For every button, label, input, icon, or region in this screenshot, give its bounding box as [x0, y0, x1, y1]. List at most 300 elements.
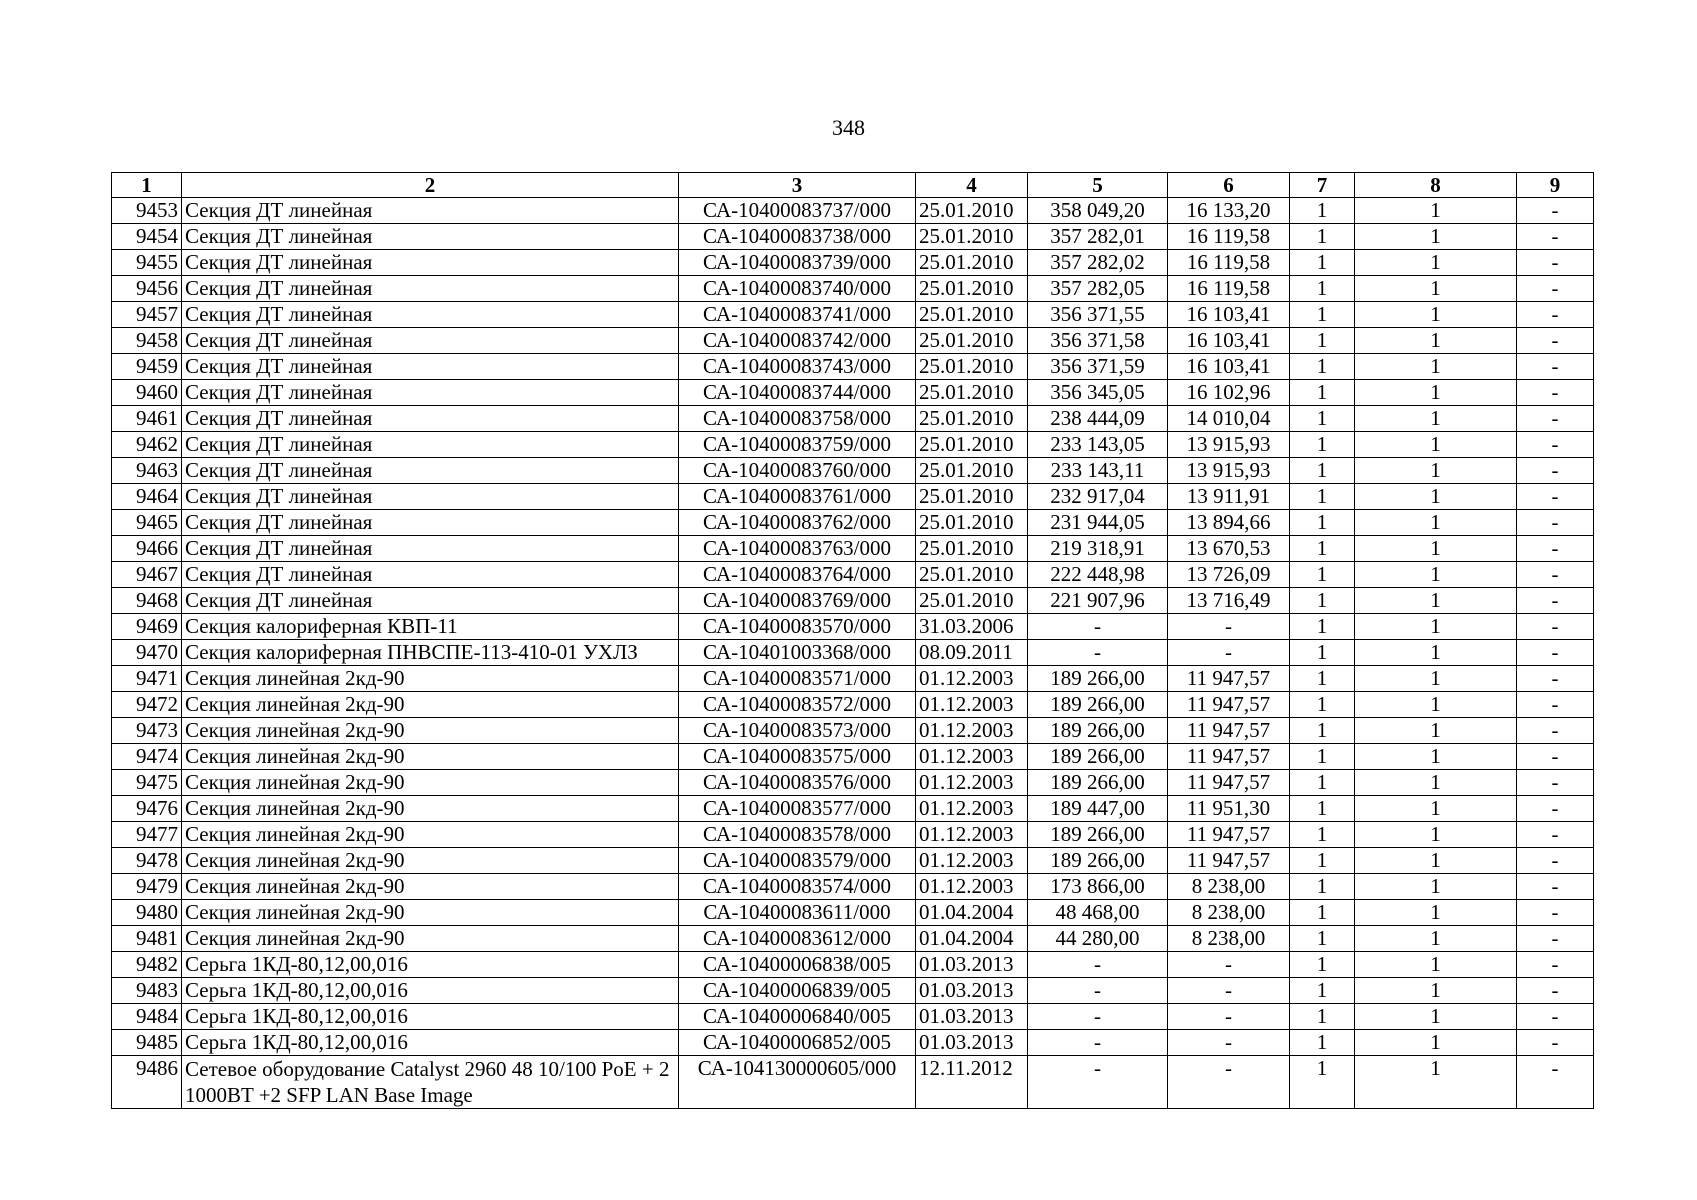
amortization-cell: 11 947,57	[1168, 666, 1290, 692]
asset-name-cell: Секция ДТ линейная	[182, 562, 679, 588]
amortization-cell: -	[1168, 978, 1290, 1004]
row-number-cell: 9457	[112, 302, 182, 328]
inventory-code-cell: СА-10400083577/000	[679, 796, 916, 822]
note-cell: -	[1517, 432, 1594, 458]
asset-name-cell: Секция ДТ линейная	[182, 328, 679, 354]
inventory-code-cell: СА-10400083762/000	[679, 510, 916, 536]
asset-name-cell: Секция линейная 2кд-90	[182, 796, 679, 822]
asset-name-cell: Секция ДТ линейная	[182, 588, 679, 614]
cost-cell: 189 447,00	[1028, 796, 1168, 822]
quantity-cell: 1	[1355, 978, 1517, 1004]
date-cell: 25.01.2010	[916, 380, 1028, 406]
quantity-cell: 1	[1290, 406, 1355, 432]
quantity-cell: 1	[1355, 926, 1517, 952]
inventory-code-cell: СА-10400083742/000	[679, 328, 916, 354]
inventory-code-cell: СА-10400083758/000	[679, 406, 916, 432]
cost-cell: 222 448,98	[1028, 562, 1168, 588]
inventory-code-cell: СА-10400083764/000	[679, 562, 916, 588]
date-cell: 01.03.2013	[916, 952, 1028, 978]
table-row	[112, 770, 1594, 796]
column-header: 9	[1517, 173, 1594, 198]
row-number-cell: 9467	[112, 562, 182, 588]
quantity-cell: 1	[1355, 614, 1517, 640]
table-row	[112, 380, 1594, 406]
table-row	[112, 900, 1594, 926]
asset-name-cell: Серьга 1КД-80,12,00,016	[182, 978, 679, 1004]
table-row	[112, 302, 1594, 328]
amortization-cell: 16 133,20	[1168, 198, 1290, 224]
date-cell: 01.12.2003	[916, 822, 1028, 848]
note-cell: -	[1517, 1030, 1594, 1056]
quantity-cell: 1	[1290, 1056, 1355, 1109]
row-number-cell: 9480	[112, 900, 182, 926]
asset-name-cell: Секция линейная 2кд-90	[182, 900, 679, 926]
amortization-cell: 16 103,41	[1168, 302, 1290, 328]
asset-name-cell: Секция линейная 2кд-90	[182, 926, 679, 952]
quantity-cell: 1	[1290, 952, 1355, 978]
table-row	[112, 588, 1594, 614]
date-cell: 12.11.2012	[916, 1056, 1028, 1109]
cost-cell: 221 907,96	[1028, 588, 1168, 614]
table-row	[112, 536, 1594, 562]
quantity-cell: 1	[1355, 848, 1517, 874]
inventory-code-cell: СА-10400083737/000	[679, 198, 916, 224]
inventory-code-cell: СА-10400083572/000	[679, 692, 916, 718]
date-cell: 01.12.2003	[916, 744, 1028, 770]
row-number-cell: 9483	[112, 978, 182, 1004]
table-row	[112, 198, 1594, 224]
amortization-cell: -	[1168, 614, 1290, 640]
row-number-cell: 9469	[112, 614, 182, 640]
asset-name-cell: Секция калориферная ПНВСПЕ-113-410-01 УХЛЗ	[182, 640, 679, 666]
amortization-cell: 16 103,41	[1168, 328, 1290, 354]
quantity-cell: 1	[1290, 250, 1355, 276]
row-number-cell: 9472	[112, 692, 182, 718]
column-header: 2	[182, 173, 679, 198]
table-row	[112, 354, 1594, 380]
date-cell: 01.12.2003	[916, 692, 1028, 718]
cost-cell: 357 282,02	[1028, 250, 1168, 276]
cost-cell: -	[1028, 978, 1168, 1004]
amortization-cell: 13 915,93	[1168, 458, 1290, 484]
quantity-cell: 1	[1290, 302, 1355, 328]
inventory-code-cell: СА-10400083769/000	[679, 588, 916, 614]
quantity-cell: 1	[1355, 822, 1517, 848]
quantity-cell: 1	[1355, 250, 1517, 276]
cost-cell: 219 318,91	[1028, 536, 1168, 562]
asset-name-cell: Секция линейная 2кд-90	[182, 848, 679, 874]
date-cell: 25.01.2010	[916, 562, 1028, 588]
asset-name-cell: Секция линейная 2кд-90	[182, 692, 679, 718]
amortization-cell: 11 947,57	[1168, 718, 1290, 744]
quantity-cell: 1	[1355, 380, 1517, 406]
row-number-cell: 9462	[112, 432, 182, 458]
table-row	[112, 666, 1594, 692]
note-cell: -	[1517, 354, 1594, 380]
date-cell: 25.01.2010	[916, 276, 1028, 302]
quantity-cell: 1	[1290, 1030, 1355, 1056]
asset-name-cell: Секция ДТ линейная	[182, 302, 679, 328]
row-number-cell: 9463	[112, 458, 182, 484]
quantity-cell: 1	[1290, 848, 1355, 874]
cost-cell: 173 866,00	[1028, 874, 1168, 900]
cost-cell: 189 266,00	[1028, 770, 1168, 796]
row-number-cell: 9473	[112, 718, 182, 744]
date-cell: 01.12.2003	[916, 796, 1028, 822]
table-row	[112, 640, 1594, 666]
row-number-cell: 9471	[112, 666, 182, 692]
inventory-code-cell: СА-104130000605/000	[679, 1056, 916, 1109]
table-row	[112, 848, 1594, 874]
date-cell: 31.03.2006	[916, 614, 1028, 640]
quantity-cell: 1	[1355, 1004, 1517, 1030]
date-cell: 01.12.2003	[916, 770, 1028, 796]
date-cell: 25.01.2010	[916, 484, 1028, 510]
quantity-cell: 1	[1290, 224, 1355, 250]
cost-cell: -	[1028, 1004, 1168, 1030]
cost-cell: 232 917,04	[1028, 484, 1168, 510]
quantity-cell: 1	[1290, 562, 1355, 588]
amortization-cell: 11 947,57	[1168, 692, 1290, 718]
cost-cell: -	[1028, 614, 1168, 640]
row-number-cell: 9476	[112, 796, 182, 822]
amortization-cell: 16 103,41	[1168, 354, 1290, 380]
table-row	[112, 250, 1594, 276]
inventory-code-cell: СА-10400083573/000	[679, 718, 916, 744]
amortization-cell: 13 915,93	[1168, 432, 1290, 458]
quantity-cell: 1	[1290, 640, 1355, 666]
table-row	[112, 562, 1594, 588]
row-number-cell: 9485	[112, 1030, 182, 1056]
quantity-cell: 1	[1290, 354, 1355, 380]
row-number-cell: 9486	[112, 1056, 182, 1109]
quantity-cell: 1	[1290, 380, 1355, 406]
cost-cell: -	[1028, 952, 1168, 978]
row-number-cell: 9474	[112, 744, 182, 770]
cost-cell: 358 049,20	[1028, 198, 1168, 224]
column-header: 8	[1355, 173, 1517, 198]
cost-cell: 357 282,05	[1028, 276, 1168, 302]
date-cell: 01.12.2003	[916, 874, 1028, 900]
asset-name-cell: Секция калориферная КВП-11	[182, 614, 679, 640]
amortization-cell: -	[1168, 640, 1290, 666]
date-cell: 25.01.2010	[916, 432, 1028, 458]
row-number-cell: 9460	[112, 380, 182, 406]
column-header: 6	[1168, 173, 1290, 198]
inventory-code-cell: СА-10400083571/000	[679, 666, 916, 692]
column-header: 4	[916, 173, 1028, 198]
amortization-cell: 13 716,49	[1168, 588, 1290, 614]
cost-cell: 189 266,00	[1028, 822, 1168, 848]
date-cell: 25.01.2010	[916, 406, 1028, 432]
cost-cell: 356 345,05	[1028, 380, 1168, 406]
asset-name-cell: Секция ДТ линейная	[182, 354, 679, 380]
asset-name-cell: Серьга 1КД-80,12,00,016	[182, 1004, 679, 1030]
quantity-cell: 1	[1355, 900, 1517, 926]
quantity-cell: 1	[1290, 536, 1355, 562]
table-row	[112, 276, 1594, 302]
table-row	[112, 484, 1594, 510]
inventory-code-cell: СА-10400083743/000	[679, 354, 916, 380]
cost-cell: 356 371,59	[1028, 354, 1168, 380]
quantity-cell: 1	[1290, 744, 1355, 770]
table-row	[112, 406, 1594, 432]
asset-name-cell: Секция ДТ линейная	[182, 406, 679, 432]
quantity-cell: 1	[1355, 562, 1517, 588]
cost-cell: 357 282,01	[1028, 224, 1168, 250]
quantity-cell: 1	[1355, 952, 1517, 978]
amortization-cell: -	[1168, 1004, 1290, 1030]
inventory-code-cell: СА-10400083579/000	[679, 848, 916, 874]
quantity-cell: 1	[1355, 510, 1517, 536]
cost-cell: 233 143,11	[1028, 458, 1168, 484]
quantity-cell: 1	[1290, 796, 1355, 822]
cost-cell: 356 371,55	[1028, 302, 1168, 328]
note-cell: -	[1517, 302, 1594, 328]
row-number-cell: 9475	[112, 770, 182, 796]
quantity-cell: 1	[1355, 1056, 1517, 1109]
quantity-cell: 1	[1290, 900, 1355, 926]
table-row	[112, 822, 1594, 848]
cost-cell: 189 266,00	[1028, 692, 1168, 718]
cost-cell: 189 266,00	[1028, 848, 1168, 874]
asset-name-cell: Секция линейная 2кд-90	[182, 822, 679, 848]
date-cell: 25.01.2010	[916, 198, 1028, 224]
cost-cell: 44 280,00	[1028, 926, 1168, 952]
quantity-cell: 1	[1355, 458, 1517, 484]
quantity-cell: 1	[1290, 822, 1355, 848]
row-number-cell: 9455	[112, 250, 182, 276]
inventory-code-cell: СА-10400006852/005	[679, 1030, 916, 1056]
quantity-cell: 1	[1290, 276, 1355, 302]
cost-cell: 189 266,00	[1028, 744, 1168, 770]
note-cell: -	[1517, 614, 1594, 640]
date-cell: 25.01.2010	[916, 354, 1028, 380]
note-cell: -	[1517, 796, 1594, 822]
quantity-cell: 1	[1355, 588, 1517, 614]
cost-cell: 231 944,05	[1028, 510, 1168, 536]
asset-register-table	[111, 172, 1594, 1109]
row-number-cell: 9461	[112, 406, 182, 432]
row-number-cell: 9465	[112, 510, 182, 536]
amortization-cell: 11 947,57	[1168, 744, 1290, 770]
quantity-cell: 1	[1355, 484, 1517, 510]
quantity-cell: 1	[1290, 1004, 1355, 1030]
date-cell: 25.01.2010	[916, 458, 1028, 484]
table-body	[112, 198, 1594, 1109]
quantity-cell: 1	[1290, 484, 1355, 510]
inventory-code-cell: СА-10400083612/000	[679, 926, 916, 952]
amortization-cell: 11 951,30	[1168, 796, 1290, 822]
asset-name-cell: Секция линейная 2кд-90	[182, 770, 679, 796]
note-cell: -	[1517, 562, 1594, 588]
quantity-cell: 1	[1355, 198, 1517, 224]
quantity-cell: 1	[1290, 666, 1355, 692]
amortization-cell: 16 102,96	[1168, 380, 1290, 406]
amortization-cell: 11 947,57	[1168, 822, 1290, 848]
table-row	[112, 1030, 1594, 1056]
quantity-cell: 1	[1290, 198, 1355, 224]
note-cell: -	[1517, 666, 1594, 692]
amortization-cell: -	[1168, 952, 1290, 978]
date-cell: 01.03.2013	[916, 1004, 1028, 1030]
asset-name-cell: Секция ДТ линейная	[182, 458, 679, 484]
inventory-code-cell: СА-10400006840/005	[679, 1004, 916, 1030]
table-row	[112, 614, 1594, 640]
note-cell: -	[1517, 692, 1594, 718]
quantity-cell: 1	[1290, 328, 1355, 354]
date-cell: 25.01.2010	[916, 510, 1028, 536]
note-cell: -	[1517, 770, 1594, 796]
date-cell: 01.03.2013	[916, 1030, 1028, 1056]
amortization-cell: 13 911,91	[1168, 484, 1290, 510]
inventory-code-cell: СА-10400006838/005	[679, 952, 916, 978]
note-cell: -	[1517, 458, 1594, 484]
table-row	[112, 926, 1594, 952]
inventory-code-cell: СА-10400083763/000	[679, 536, 916, 562]
amortization-cell: 8 238,00	[1168, 926, 1290, 952]
table-row	[112, 1056, 1594, 1109]
amortization-cell: 16 119,58	[1168, 250, 1290, 276]
quantity-cell: 1	[1355, 666, 1517, 692]
quantity-cell: 1	[1290, 926, 1355, 952]
date-cell: 01.12.2003	[916, 848, 1028, 874]
asset-name-cell: Секция ДТ линейная	[182, 198, 679, 224]
quantity-cell: 1	[1355, 432, 1517, 458]
note-cell: -	[1517, 718, 1594, 744]
quantity-cell: 1	[1355, 224, 1517, 250]
note-cell: -	[1517, 822, 1594, 848]
quantity-cell: 1	[1355, 406, 1517, 432]
inventory-code-cell: СА-10400083738/000	[679, 224, 916, 250]
quantity-cell: 1	[1290, 510, 1355, 536]
note-cell: -	[1517, 484, 1594, 510]
row-number-cell: 9468	[112, 588, 182, 614]
amortization-cell: 11 947,57	[1168, 848, 1290, 874]
quantity-cell: 1	[1355, 276, 1517, 302]
asset-name-cell: Секция линейная 2кд-90	[182, 718, 679, 744]
table-row	[112, 978, 1594, 1004]
note-cell: -	[1517, 250, 1594, 276]
quantity-cell: 1	[1355, 1030, 1517, 1056]
inventory-code-cell: СА-10400083740/000	[679, 276, 916, 302]
quantity-cell: 1	[1355, 796, 1517, 822]
table-row	[112, 224, 1594, 250]
quantity-cell: 1	[1290, 588, 1355, 614]
quantity-cell: 1	[1355, 874, 1517, 900]
asset-name-cell: Секция ДТ линейная	[182, 276, 679, 302]
amortization-cell: 8 238,00	[1168, 874, 1290, 900]
row-number-cell: 9477	[112, 822, 182, 848]
date-cell: 08.09.2011	[916, 640, 1028, 666]
date-cell: 25.01.2010	[916, 224, 1028, 250]
quantity-cell: 1	[1290, 692, 1355, 718]
table-row	[112, 510, 1594, 536]
date-cell: 01.03.2013	[916, 978, 1028, 1004]
table-row	[112, 718, 1594, 744]
page-number: 348	[832, 115, 865, 140]
quantity-cell: 1	[1290, 978, 1355, 1004]
row-number-cell: 9481	[112, 926, 182, 952]
note-cell: -	[1517, 406, 1594, 432]
note-cell: -	[1517, 588, 1594, 614]
quantity-cell: 1	[1355, 718, 1517, 744]
row-number-cell: 9484	[112, 1004, 182, 1030]
quantity-cell: 1	[1290, 874, 1355, 900]
asset-name-cell: Секция ДТ линейная	[182, 432, 679, 458]
quantity-cell: 1	[1355, 640, 1517, 666]
cost-cell: -	[1028, 1030, 1168, 1056]
table-row	[112, 796, 1594, 822]
inventory-code-cell: СА-10400083575/000	[679, 744, 916, 770]
row-number-cell: 9456	[112, 276, 182, 302]
row-number-cell: 9459	[112, 354, 182, 380]
quantity-cell: 1	[1290, 458, 1355, 484]
amortization-cell: 13 894,66	[1168, 510, 1290, 536]
note-cell: -	[1517, 952, 1594, 978]
amortization-cell: 16 119,58	[1168, 276, 1290, 302]
date-cell: 01.12.2003	[916, 666, 1028, 692]
quantity-cell: 1	[1355, 328, 1517, 354]
quantity-cell: 1	[1355, 302, 1517, 328]
cost-cell: 356 371,58	[1028, 328, 1168, 354]
date-cell: 01.04.2004	[916, 926, 1028, 952]
inventory-code-cell: СА-10400006839/005	[679, 978, 916, 1004]
inventory-code-cell: СА-10400083739/000	[679, 250, 916, 276]
column-header: 1	[112, 173, 182, 198]
note-cell: -	[1517, 744, 1594, 770]
asset-name-cell: Секция ДТ линейная	[182, 380, 679, 406]
quantity-cell: 1	[1355, 770, 1517, 796]
inventory-code-cell: СА-10400083741/000	[679, 302, 916, 328]
table-row	[112, 952, 1594, 978]
note-cell: -	[1517, 1056, 1594, 1109]
note-cell: -	[1517, 328, 1594, 354]
asset-name-cell: Секция ДТ линейная	[182, 250, 679, 276]
note-cell: -	[1517, 900, 1594, 926]
table-header-row	[112, 173, 1594, 198]
note-cell: -	[1517, 978, 1594, 1004]
inventory-code-cell: СА-10400083759/000	[679, 432, 916, 458]
table-row	[112, 692, 1594, 718]
row-number-cell: 9454	[112, 224, 182, 250]
quantity-cell: 1	[1355, 536, 1517, 562]
table-row	[112, 458, 1594, 484]
note-cell: -	[1517, 640, 1594, 666]
quantity-cell: 1	[1290, 614, 1355, 640]
amortization-cell: 13 726,09	[1168, 562, 1290, 588]
date-cell: 25.01.2010	[916, 250, 1028, 276]
quantity-cell: 1	[1355, 354, 1517, 380]
row-number-cell: 9478	[112, 848, 182, 874]
row-number-cell: 9482	[112, 952, 182, 978]
table-row	[112, 874, 1594, 900]
asset-name-cell: Секция ДТ линейная	[182, 224, 679, 250]
inventory-code-cell: СА-10400083744/000	[679, 380, 916, 406]
note-cell: -	[1517, 198, 1594, 224]
column-header: 3	[679, 173, 916, 198]
row-number-cell: 9453	[112, 198, 182, 224]
note-cell: -	[1517, 536, 1594, 562]
amortization-cell: 13 670,53	[1168, 536, 1290, 562]
inventory-code-cell: СА-10400083574/000	[679, 874, 916, 900]
amortization-cell: 14 010,04	[1168, 406, 1290, 432]
note-cell: -	[1517, 874, 1594, 900]
quantity-cell: 1	[1290, 432, 1355, 458]
note-cell: -	[1517, 276, 1594, 302]
asset-name-cell: Секция линейная 2кд-90	[182, 744, 679, 770]
asset-name-cell: Секция линейная 2кд-90	[182, 874, 679, 900]
